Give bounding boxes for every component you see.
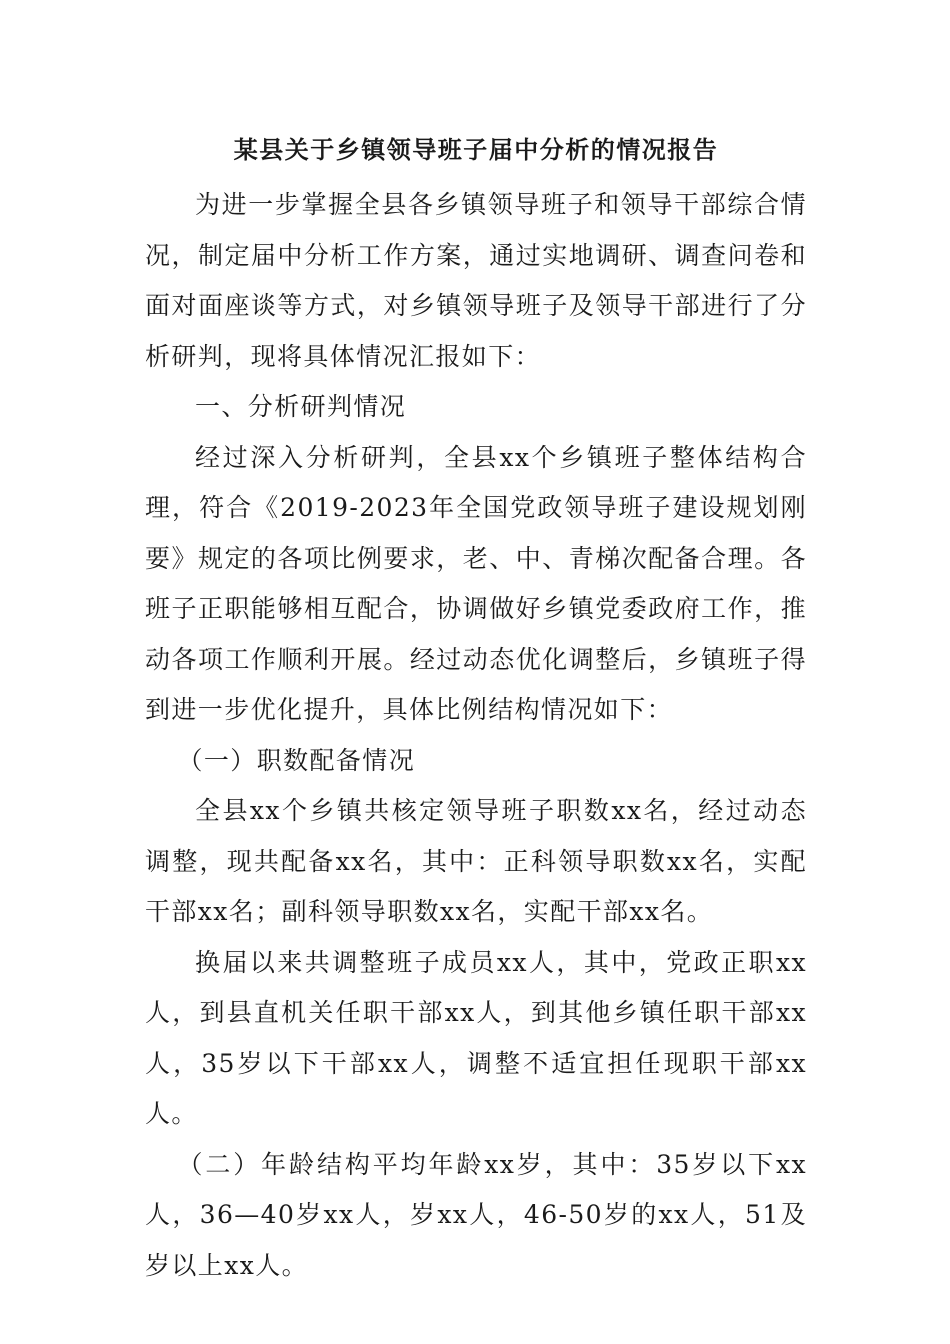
- staffing-paragraph: 全县xx个乡镇共核定领导班子职数xx名，经过动态调整，现共配备xx名，其中：正科领导职数xx名，实配干部xx名；副科领导职数xx名，实配干部xx名。: [145, 796, 807, 926]
- adjustment-paragraph: 换届以来共调整班子成员xx人，其中，党政正职xx人，到县直机关任职干部xx人，到其他乡镇任职干部xx人，35岁以下干部xx人，调整不适宜担任现职干部xx人。: [145, 947, 807, 1128]
- document-title: 某县关于乡镇领导班子届中分析的情况报告: [233, 135, 719, 164]
- age-structure-paragraph: （二）年龄结构平均年龄xx岁，其中：35岁以下xx人，36—40岁xx人，岁xx人，46-50岁的xx人，51及岁以上xx人。: [145, 1149, 807, 1280]
- document-body: [145, 130, 807, 1291]
- analysis-paragraph: 经过深入分析研判，全县xx个乡镇班子整体结构合理，符合《2019-2023年全国党政领导班子建设规划刚要》规定的各项比例要求，老、中、青梯次配备合理。各班子正职能够相互配合，协调做好乡镇党委政府工作，推动各项工作顺利开展。经过动态优化调整后，乡镇班子得到进一步优化提升，具体比例结构情况如下：: [145, 442, 807, 724]
- section-heading-analysis: 一、分析研判情况: [195, 392, 407, 421]
- intro-paragraph: 为进一步掌握全县各乡镇领导班子和领导干部综合情况，制定届中分析工作方案，通过实地调研、调查问卷和面对面座谈等方式，对乡镇领导班子及领导干部进行了分析研判，现将具体情况汇报如下：: [145, 190, 807, 371]
- subsection-heading-staffing: （一）职数配备情况: [177, 745, 416, 775]
